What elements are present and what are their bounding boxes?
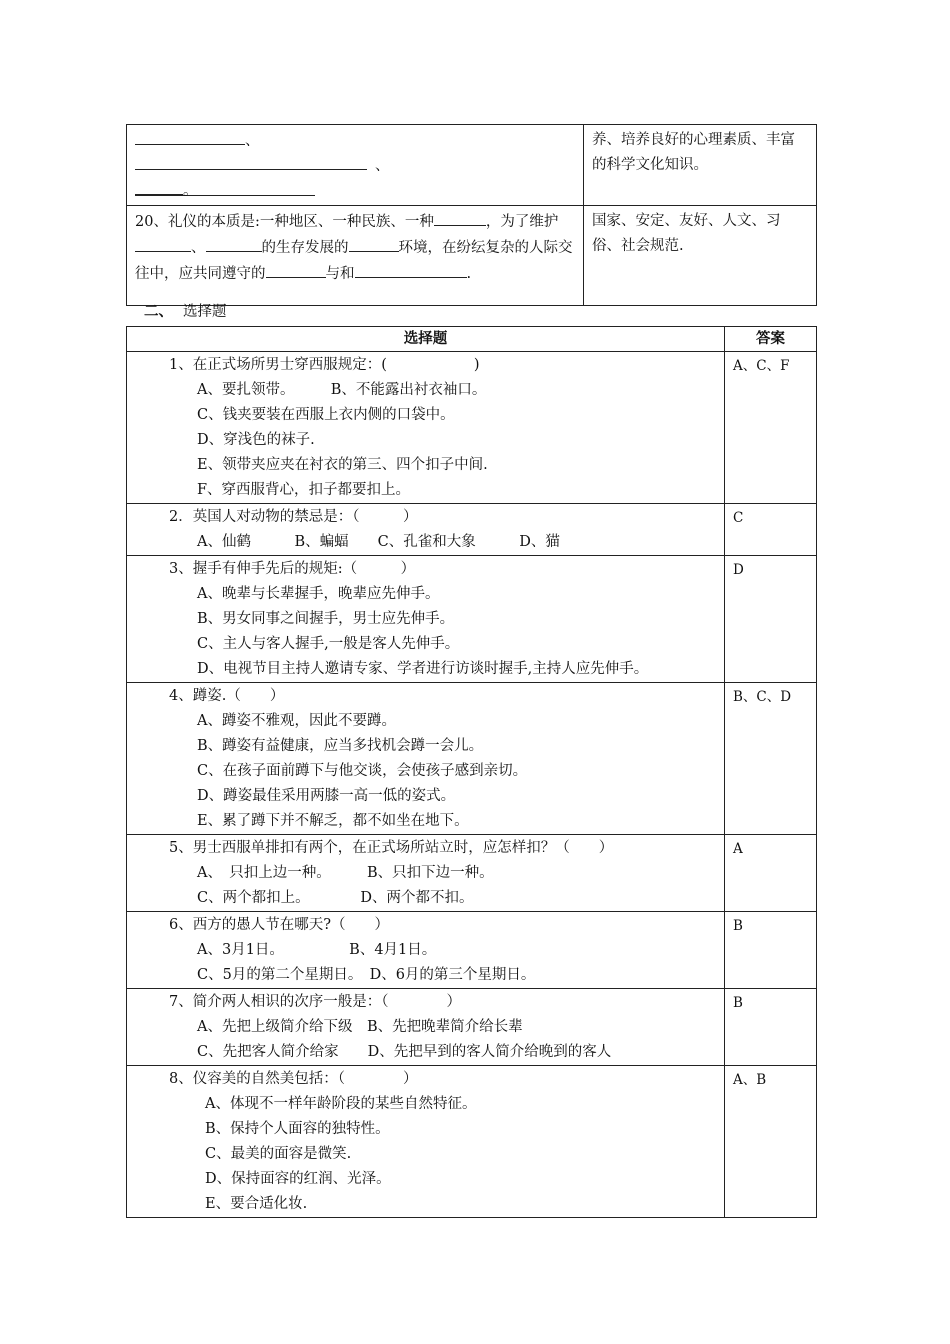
blank [135,128,245,145]
q20-text: 、 [191,240,206,256]
question-option: A、 只扣上边一种。 B、只扣下边一种。 [197,865,494,881]
answer-cell: D [725,556,817,683]
fill-answer-cell: 养、培养良好的心理素质、丰富的科学文化知识。 [584,125,817,206]
q20-text: . [466,266,472,282]
punctuation: 、 [375,158,390,174]
question-stem: 1、在正式场所男士穿西服规定：( ) [169,357,480,373]
question-option: A、体现不一样年龄阶段的某些自然特征。 [205,1096,477,1112]
section-title: 选择题 [183,304,227,320]
question-cell [127,989,725,1066]
answer-cell: B [725,912,817,989]
choice-table [126,326,817,1218]
answer-cell: A、B [725,1066,817,1218]
choice-row [127,1066,817,1218]
answer-cell: A、C、F [725,352,817,504]
question-option: C、5月的第二个星期日。 D、6月的第三个星期日。 [197,967,536,983]
question-cell [127,556,725,683]
choice-body [127,352,817,1218]
question-cell [127,1066,725,1218]
question-stem: 7、简介两人相识的次序一般是：（ ） [169,994,461,1010]
choice-row [127,352,817,504]
answer-cell: B [725,989,817,1066]
blank [355,261,419,278]
question-option: B、保持个人面容的独特性。 [205,1121,390,1137]
q20-text: 环境，在纷纭复杂的人际交往中，应共同遵守的 [135,240,573,282]
choice-row [127,835,817,912]
fill-question-cell [127,125,584,206]
blank [349,235,399,252]
question-option: C、先把客人简介给家 D、先把早到的客人简介给晚到的客人 [197,1044,612,1060]
question-option: C、钱夹要装在西服上衣内侧的口袋中。 [197,407,455,423]
fill-row [127,125,817,206]
question-stem: 6、西方的愚人节在哪天?（ ） [169,917,389,933]
choice-row [127,989,817,1066]
question-option: D、保持面容的红润、光泽。 [205,1171,391,1187]
question-option: D、电视节目主持人邀请专家、学者进行访谈时握手,主持人应先伸手。 [197,661,649,677]
question-option: E、要合适化妆. [205,1196,308,1212]
question-option: C、最美的面容是微笑. [205,1146,352,1162]
question-option: B、男女同事之间握手，男士应先伸手。 [197,611,455,627]
blank [135,153,367,170]
question-option: F、穿西服背心，扣子都要扣上。 [197,482,411,498]
answer-cell: A [725,835,817,912]
question-option: E、累了蹲下并不解乏，都不如坐在地下。 [197,813,469,829]
question-option: A、晚辈与长辈握手，晚辈应先伸手。 [197,586,440,602]
question-option: D、穿浅色的袜子. [197,432,315,448]
question-cell [127,835,725,912]
question-option: B、蹲姿有益健康，应当多找机会蹲一会儿。 [197,738,484,754]
q20-text: 与和 [325,266,355,282]
blank [135,178,183,195]
question-option: A、蹲姿不雅观，因此不要蹲。 [197,713,396,729]
q20-text: 的生存发展的 [261,240,349,256]
blank [135,235,191,252]
question-stem: 8、仪容美的自然美包括：（ ） [169,1071,418,1087]
blank [419,261,467,278]
section-heading [144,302,227,322]
punctuation: 、 [245,133,260,149]
question-cell [127,504,725,556]
fill-in-table [126,124,817,306]
question-stem: 2．英国人对动物的禁忌是：（ ） [169,509,418,525]
question-option: C、两个都扣上。 D、两个都不扣。 [197,890,474,906]
section-number: 二、 [144,304,173,320]
question-option: D、蹲姿最佳采用两膝一高一低的姿式。 [197,788,456,804]
fill-answer-cell: 国家、安定、友好、人文、习俗、社会规范. [584,206,817,306]
blank-line [135,178,575,203]
header-answer: 答案 [725,327,817,352]
q20-text: ，为了维护 [485,214,559,230]
choice-row [127,683,817,835]
fill-row [127,206,817,306]
question-stem: 5、男士西服单排扣有两个，在正式场所站立时，应怎样扣？（ ） [169,840,614,856]
blank-line [135,128,575,153]
header-question: 选择题 [127,327,725,352]
choice-header-row [127,327,817,352]
question-option: E、领带夹应夹在衬衣的第三、四个扣子中间. [197,457,488,473]
answer-cell: C [725,504,817,556]
blank [206,235,262,252]
q20-text: 20、礼仪的本质是:一种地区、一种民族、一种 [135,214,434,230]
question-option: A、要扎领带。 B、不能露出衬衣袖口。 [197,382,487,398]
question-option: A、先把上级简介给下级 B、先把晚辈简介给长辈 [197,1019,523,1035]
answer-cell: B、C、D [725,683,817,835]
question-cell [127,352,725,504]
question-stem: 4、蹲姿.（ ） [169,688,285,704]
question-option: C、在孩子面前蹲下与他交谈，会使孩子感到亲切。 [197,763,528,779]
fill-question-cell [127,206,584,306]
punctuation: 。 [183,183,198,199]
choice-row [127,912,817,989]
question-option: A、仙鹤 B、蝙蝠 C、孔雀和大象 D、猫 [197,534,560,550]
blank [434,209,486,226]
question-option: A、3月1日。 B、4月1日。 [197,942,437,958]
question-stem: 3、握手有伸手先后的规矩:（ ） [169,561,416,577]
choice-row [127,504,817,556]
choice-row [127,556,817,683]
blank-line [135,153,575,178]
question-option: C、主人与客人握手,一般是客人先伸手。 [197,636,460,652]
blank [266,261,326,278]
question-cell [127,683,725,835]
question-cell [127,912,725,989]
